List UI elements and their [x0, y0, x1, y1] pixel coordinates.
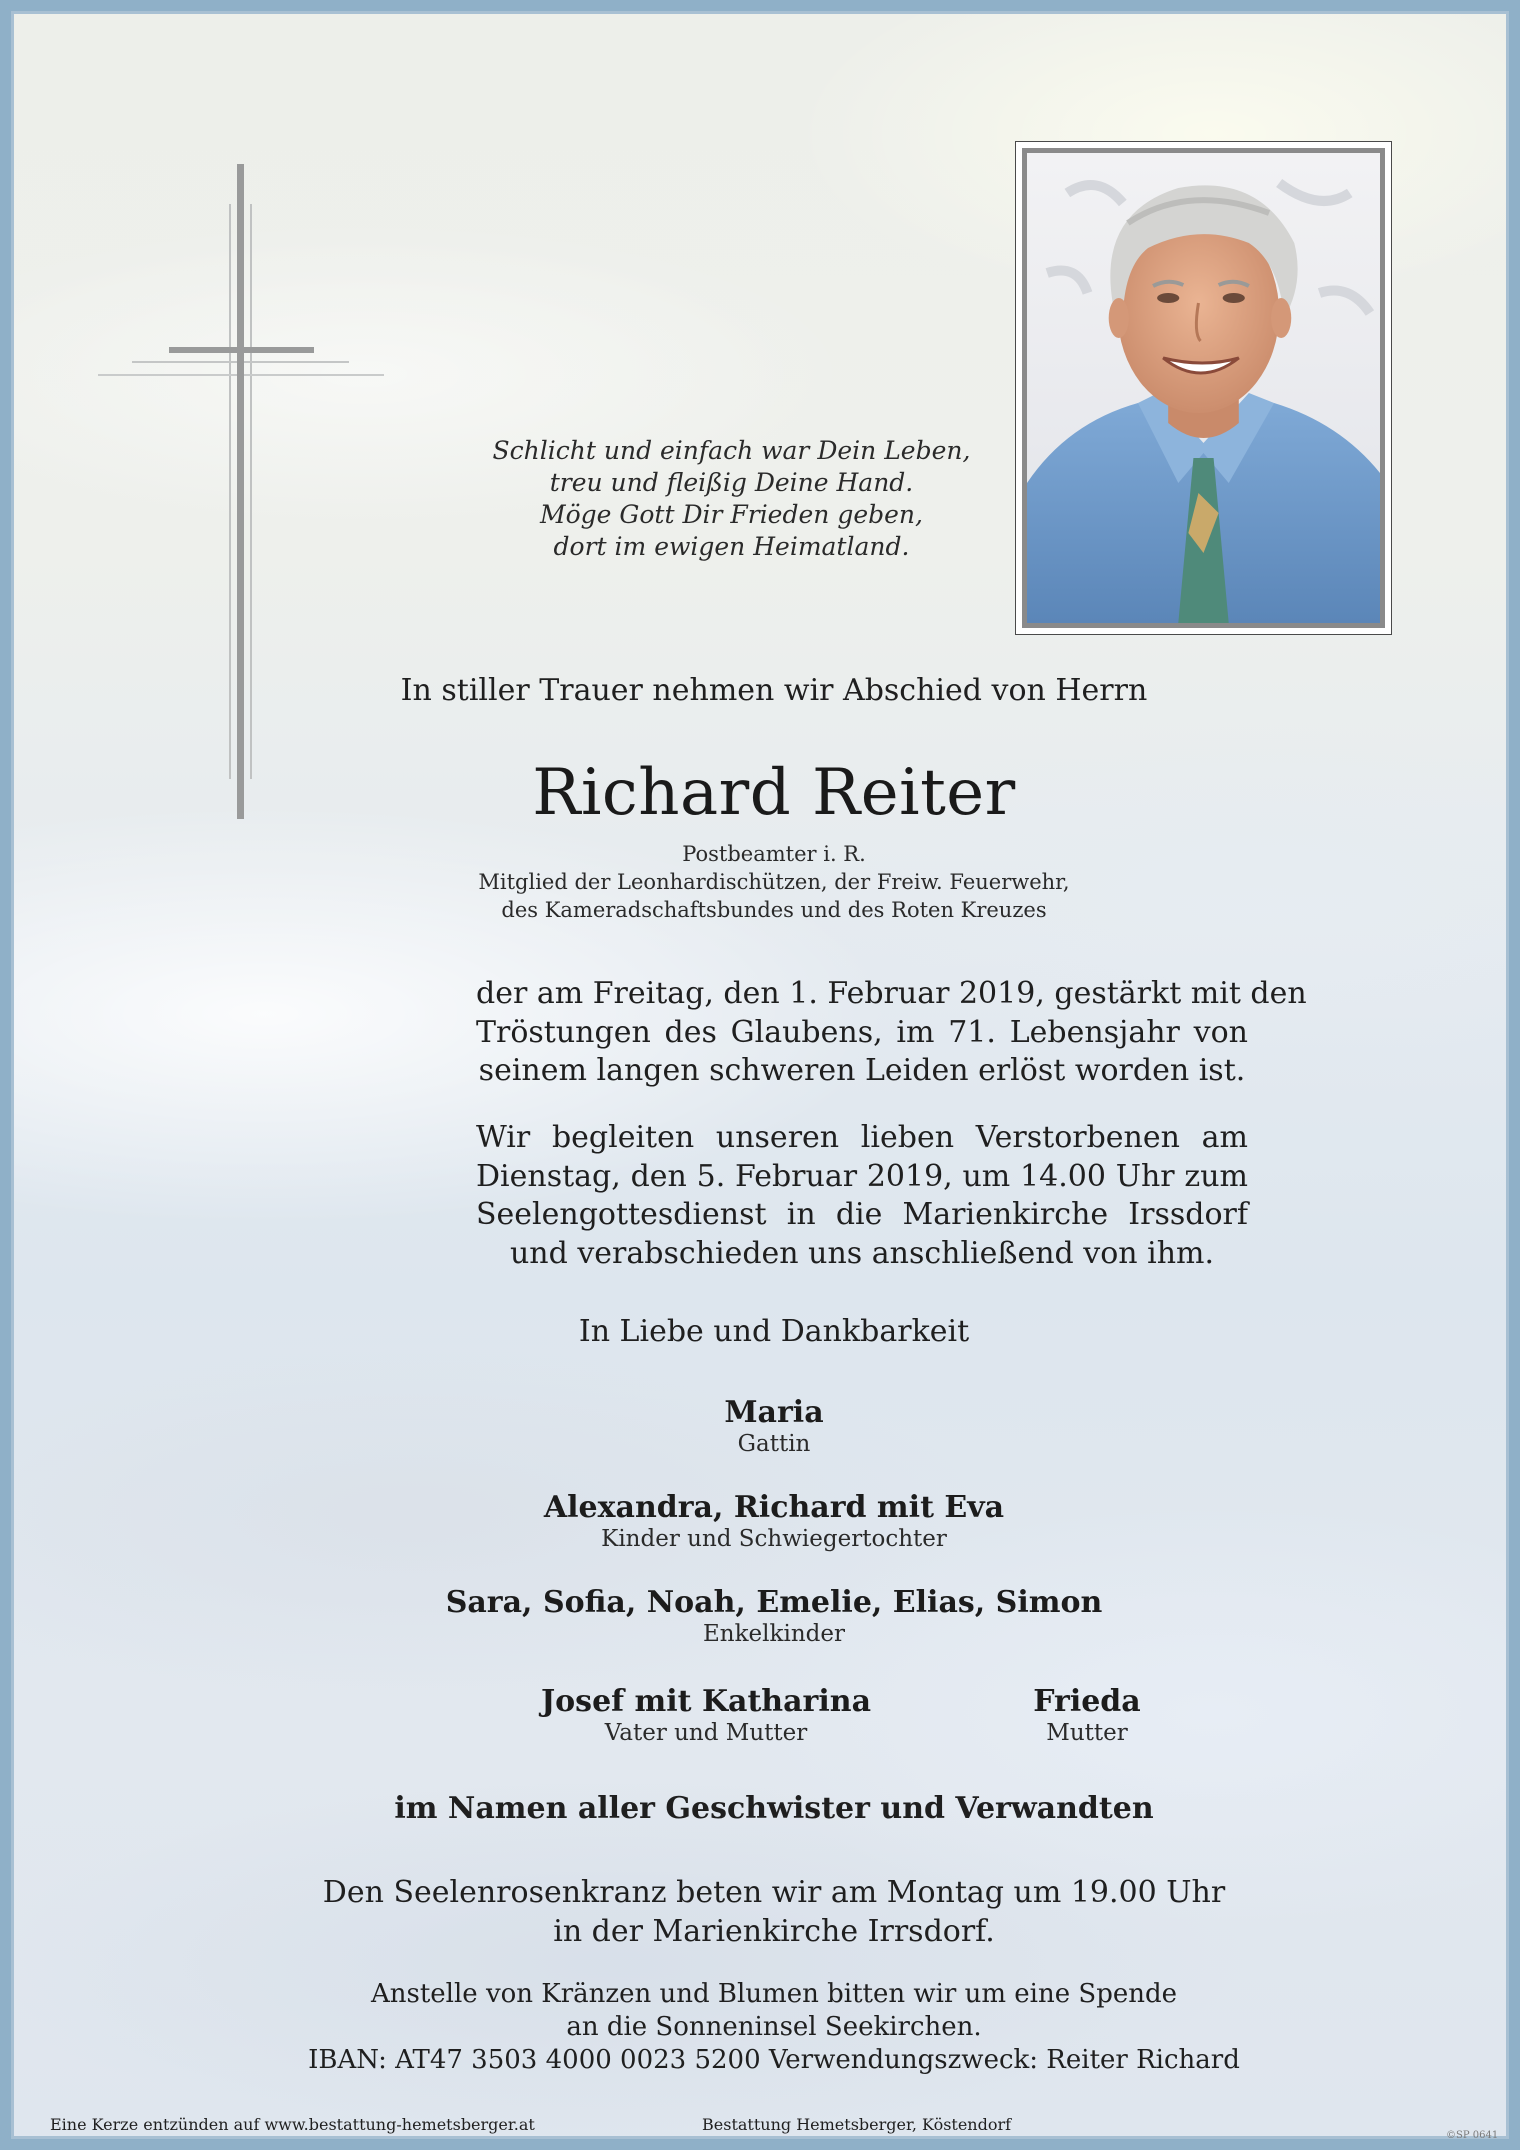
portrait-illustration: [1027, 153, 1380, 623]
cross-horizontal-beam: [169, 347, 314, 353]
portrait-photo: [1022, 148, 1385, 628]
template-code: ©SP 0641: [1446, 2130, 1499, 2141]
paragraph-line: Dienstag, den 5. Februar 2019, um 14.00 Uhr zum: [476, 1158, 1248, 1194]
deceased-memberships-cont: des Kameradschaftsbundes und des Roten Kreuzes: [501, 898, 1047, 922]
mourner-relation: Kinder und Schwiegertochter: [601, 1526, 947, 1552]
donation-line: Anstelle von Kränzen und Blumen bitten wir um eine Spende: [370, 1979, 1178, 2009]
cross-vertical-beam: [237, 164, 244, 819]
poem-line: treu und fleißig Deine Hand.: [549, 468, 914, 497]
paragraph-line: Seelengottesdienst in die Marienkirche Irssdorf: [476, 1197, 1248, 1232]
mourner-relation: Vater und Mutter: [604, 1720, 808, 1746]
paragraph-line: und verabschieden uns anschließend von ihm.: [509, 1235, 1215, 1271]
relatives-line: im Namen aller Geschwister und Verwandten: [394, 1791, 1154, 1826]
deceased-memberships: Mitglied der Leonhardischützen, der Freiw. Feuerwehr,: [478, 870, 1070, 894]
service-paragraph: [476, 1119, 1248, 1273]
mourner-names: Sara, Sofia, Noah, Emelie, Elias, Simon: [445, 1585, 1103, 1620]
poem-line: Schlicht und einfach war Dein Leben,: [492, 436, 971, 465]
deceased-occupation: Postbeamter i. R.: [682, 842, 866, 866]
death-paragraph: [476, 975, 1307, 1091]
mourner-names: Maria: [724, 1395, 824, 1430]
rosary-line: Den Seelenrosenkranz beten wir am Montag um 19.00 Uhr: [322, 1875, 1226, 1910]
paragraph-line: Wir begleiten unseren lieben Verstorbenen am: [476, 1120, 1248, 1155]
farewell-line: In stiller Trauer nehmen wir Abschied von Herrn: [400, 673, 1148, 708]
paragraph-line: der am Freitag, den 1. Februar 2019, gestärkt mit den: [476, 976, 1307, 1011]
donation-iban: IBAN: AT47 3503 4000 0023 5200 Verwendungszweck: Reiter Richard: [308, 2045, 1240, 2075]
mourner-relation: Enkelkinder: [703, 1621, 845, 1647]
mourner-relation: Gattin: [737, 1431, 811, 1457]
rosary-line: in der Marienkirche Irrsdorf.: [553, 1914, 995, 1949]
mourner-names: Alexandra, Richard mit Eva: [543, 1490, 1005, 1525]
poem-line: Möge Gott Dir Frieden geben,: [540, 500, 923, 529]
poem-line: dort im ewigen Heimatland.: [553, 532, 910, 561]
funeral-home: Bestattung Hemetsberger, Köstendorf: [702, 2115, 1012, 2134]
donation-line: an die Sonneninsel Seekirchen.: [566, 2012, 982, 2042]
mourner-names: Frieda: [1033, 1684, 1141, 1719]
memorial-poem: [444, 435, 1019, 563]
obituary-card: [11, 11, 1509, 2139]
portrait-frame: [1015, 141, 1392, 635]
candle-link[interactable]: Eine Kerze entzünden auf www.bestattung-hemetsberger.at: [50, 2115, 535, 2134]
mourner-relation: Mutter: [1046, 1720, 1128, 1746]
mourner-names: Josef mit Katharina: [540, 1684, 872, 1719]
paragraph-line: Tröstungen des Glaubens, im 71. Lebensjahr von: [476, 1014, 1248, 1050]
closing-phrase: In Liebe und Dankbarkeit: [578, 1314, 970, 1349]
paragraph-line: seinem langen schweren Leiden erlöst worden ist.: [478, 1053, 1246, 1088]
cross-icon: [14, 14, 414, 834]
deceased-name: Richard Reiter: [532, 756, 1016, 830]
